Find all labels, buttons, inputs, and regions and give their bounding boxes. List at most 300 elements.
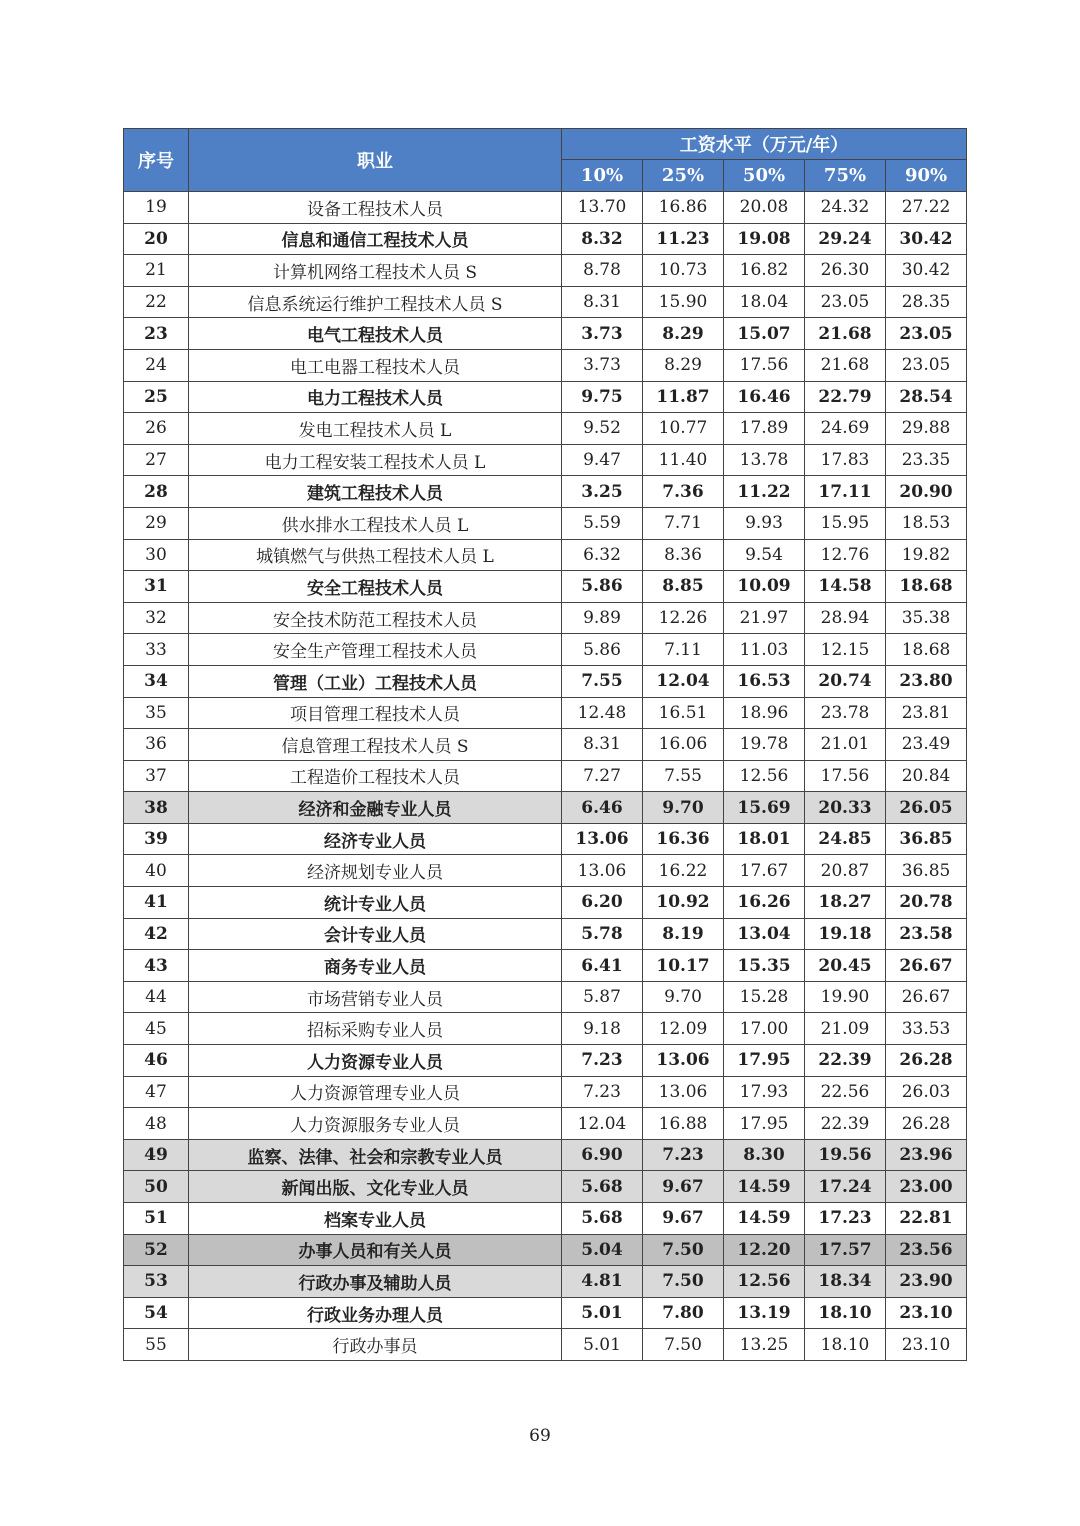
cell-p25: 12.04 — [643, 665, 724, 697]
cell-p25: 8.19 — [643, 918, 724, 950]
cell-p10: 9.18 — [562, 1013, 643, 1045]
cell-p10: 7.27 — [562, 760, 643, 792]
cell-p90: 33.53 — [886, 1013, 967, 1045]
cell-p50: 17.89 — [724, 413, 805, 445]
cell-p75: 24.69 — [805, 413, 886, 445]
cell-p25: 13.06 — [643, 1076, 724, 1108]
cell-p75: 18.10 — [805, 1297, 886, 1329]
table-row — [124, 697, 967, 729]
cell-p25: 16.06 — [643, 729, 724, 761]
cell-p90: 20.84 — [886, 760, 967, 792]
cell-p10: 9.52 — [562, 413, 643, 445]
header-p90: 90% — [886, 160, 967, 192]
cell-occupation: 人力资源专业人员 — [189, 1045, 562, 1077]
table-row — [124, 855, 967, 887]
cell-p50: 21.97 — [724, 602, 805, 634]
cell-index: 24 — [124, 349, 189, 381]
cell-index: 33 — [124, 634, 189, 666]
cell-p50: 18.04 — [724, 286, 805, 318]
cell-index: 46 — [124, 1045, 189, 1077]
cell-p10: 5.87 — [562, 981, 643, 1013]
cell-p50: 12.56 — [724, 760, 805, 792]
cell-p50: 12.56 — [724, 1266, 805, 1298]
cell-p75: 17.11 — [805, 476, 886, 508]
cell-p10: 12.04 — [562, 1108, 643, 1140]
table-row — [124, 665, 967, 697]
cell-p25: 8.36 — [643, 539, 724, 571]
table-row — [124, 286, 967, 318]
cell-occupation: 信息和通信工程技术人员 — [189, 223, 562, 255]
table-row — [124, 1329, 967, 1361]
cell-p75: 22.39 — [805, 1108, 886, 1140]
cell-index: 50 — [124, 1171, 189, 1203]
cell-occupation: 计算机网络工程技术人员 S — [189, 255, 562, 287]
cell-p10: 7.23 — [562, 1076, 643, 1108]
cell-occupation: 安全技术防范工程技术人员 — [189, 602, 562, 634]
cell-p10: 3.25 — [562, 476, 643, 508]
table-row — [124, 413, 967, 445]
cell-occupation: 发电工程技术人员 L — [189, 413, 562, 445]
cell-p50: 18.96 — [724, 697, 805, 729]
cell-p50: 19.78 — [724, 729, 805, 761]
cell-p75: 20.33 — [805, 792, 886, 824]
cell-p25: 7.80 — [643, 1297, 724, 1329]
cell-p25: 7.50 — [643, 1266, 724, 1298]
cell-p50: 14.59 — [724, 1203, 805, 1235]
cell-p50: 15.69 — [724, 792, 805, 824]
cell-occupation: 监察、法律、社会和宗教专业人员 — [189, 1139, 562, 1171]
cell-p75: 20.87 — [805, 855, 886, 887]
cell-p10: 5.59 — [562, 507, 643, 539]
cell-p90: 23.58 — [886, 918, 967, 950]
table-row — [124, 729, 967, 761]
table-row — [124, 602, 967, 634]
cell-occupation: 档案专业人员 — [189, 1203, 562, 1235]
cell-p90: 19.82 — [886, 539, 967, 571]
cell-p75: 22.39 — [805, 1045, 886, 1077]
cell-index: 35 — [124, 697, 189, 729]
cell-p10: 5.78 — [562, 918, 643, 950]
table-row — [124, 1203, 967, 1235]
cell-p75: 21.68 — [805, 349, 886, 381]
header-p25: 25% — [643, 160, 724, 192]
cell-p90: 29.88 — [886, 413, 967, 445]
table-row — [124, 1297, 967, 1329]
cell-p90: 22.81 — [886, 1203, 967, 1235]
cell-occupation: 工程造价工程技术人员 — [189, 760, 562, 792]
cell-p50: 16.26 — [724, 887, 805, 919]
cell-index: 40 — [124, 855, 189, 887]
cell-p50: 15.35 — [724, 950, 805, 982]
cell-p10: 12.48 — [562, 697, 643, 729]
cell-p10: 8.31 — [562, 729, 643, 761]
cell-index: 39 — [124, 823, 189, 855]
table-row — [124, 634, 967, 666]
cell-p25: 8.85 — [643, 571, 724, 603]
cell-index: 21 — [124, 255, 189, 287]
cell-p50: 14.59 — [724, 1171, 805, 1203]
cell-p25: 12.09 — [643, 1013, 724, 1045]
table-row — [124, 887, 967, 919]
cell-p10: 6.32 — [562, 539, 643, 571]
cell-p90: 23.10 — [886, 1297, 967, 1329]
wage-table — [123, 128, 967, 1361]
cell-p50: 18.01 — [724, 823, 805, 855]
cell-occupation: 信息管理工程技术人员 S — [189, 729, 562, 761]
cell-p75: 17.24 — [805, 1171, 886, 1203]
table-row — [124, 1234, 967, 1266]
cell-p75: 24.85 — [805, 823, 886, 855]
table-row — [124, 823, 967, 855]
cell-p10: 5.68 — [562, 1203, 643, 1235]
cell-occupation: 行政业务办理人员 — [189, 1297, 562, 1329]
cell-p75: 24.32 — [805, 192, 886, 224]
cell-index: 29 — [124, 507, 189, 539]
table-row — [124, 1139, 967, 1171]
cell-p25: 7.71 — [643, 507, 724, 539]
cell-p25: 16.22 — [643, 855, 724, 887]
cell-p90: 18.68 — [886, 571, 967, 603]
cell-index: 54 — [124, 1297, 189, 1329]
cell-p25: 9.70 — [643, 792, 724, 824]
cell-p90: 28.54 — [886, 381, 967, 413]
table-row — [124, 571, 967, 603]
cell-p75: 18.10 — [805, 1329, 886, 1361]
cell-p90: 23.49 — [886, 729, 967, 761]
cell-occupation: 经济和金融专业人员 — [189, 792, 562, 824]
cell-p75: 23.05 — [805, 286, 886, 318]
cell-p50: 9.54 — [724, 539, 805, 571]
cell-p10: 5.01 — [562, 1329, 643, 1361]
cell-p90: 36.85 — [886, 855, 967, 887]
cell-p50: 17.95 — [724, 1045, 805, 1077]
cell-index: 19 — [124, 192, 189, 224]
cell-p75: 17.23 — [805, 1203, 886, 1235]
cell-p50: 17.56 — [724, 349, 805, 381]
cell-p25: 7.55 — [643, 760, 724, 792]
cell-p50: 13.04 — [724, 918, 805, 950]
cell-p25: 7.36 — [643, 476, 724, 508]
cell-p25: 7.11 — [643, 634, 724, 666]
cell-p75: 28.94 — [805, 602, 886, 634]
cell-p75: 19.18 — [805, 918, 886, 950]
cell-p75: 20.74 — [805, 665, 886, 697]
cell-p10: 5.68 — [562, 1171, 643, 1203]
cell-p25: 15.90 — [643, 286, 724, 318]
cell-index: 49 — [124, 1139, 189, 1171]
cell-p25: 7.50 — [643, 1234, 724, 1266]
cell-index: 42 — [124, 918, 189, 950]
cell-p50: 15.28 — [724, 981, 805, 1013]
cell-p90: 20.78 — [886, 887, 967, 919]
cell-occupation: 项目管理工程技术人员 — [189, 697, 562, 729]
cell-index: 45 — [124, 1013, 189, 1045]
cell-p90: 26.05 — [886, 792, 967, 824]
cell-p10: 13.70 — [562, 192, 643, 224]
cell-p10: 3.73 — [562, 349, 643, 381]
table-row — [124, 539, 967, 571]
cell-p50: 17.67 — [724, 855, 805, 887]
cell-index: 22 — [124, 286, 189, 318]
header-occupation: 职业 — [189, 129, 562, 192]
cell-p10: 13.06 — [562, 823, 643, 855]
cell-index: 26 — [124, 413, 189, 445]
cell-index: 47 — [124, 1076, 189, 1108]
cell-index: 23 — [124, 318, 189, 350]
table-row — [124, 1171, 967, 1203]
cell-index: 52 — [124, 1234, 189, 1266]
cell-p50: 9.93 — [724, 507, 805, 539]
cell-p10: 5.86 — [562, 571, 643, 603]
cell-p50: 17.00 — [724, 1013, 805, 1045]
cell-p75: 17.56 — [805, 760, 886, 792]
table-row — [124, 760, 967, 792]
cell-p90: 27.22 — [886, 192, 967, 224]
cell-p90: 23.80 — [886, 665, 967, 697]
cell-p25: 7.50 — [643, 1329, 724, 1361]
cell-p75: 22.79 — [805, 381, 886, 413]
cell-p25: 10.77 — [643, 413, 724, 445]
cell-occupation: 行政办事员 — [189, 1329, 562, 1361]
cell-p75: 26.30 — [805, 255, 886, 287]
table-row — [124, 918, 967, 950]
cell-p75: 20.45 — [805, 950, 886, 982]
cell-p75: 18.34 — [805, 1266, 886, 1298]
table-row — [124, 792, 967, 824]
cell-occupation: 经济规划专业人员 — [189, 855, 562, 887]
header-p10: 10% — [562, 160, 643, 192]
cell-p50: 11.03 — [724, 634, 805, 666]
cell-p25: 11.23 — [643, 223, 724, 255]
table-row — [124, 1013, 967, 1045]
table-row — [124, 981, 967, 1013]
cell-p50: 8.30 — [724, 1139, 805, 1171]
cell-occupation: 供水排水工程技术人员 L — [189, 507, 562, 539]
cell-p50: 11.22 — [724, 476, 805, 508]
cell-occupation: 建筑工程技术人员 — [189, 476, 562, 508]
cell-p50: 13.19 — [724, 1297, 805, 1329]
cell-index: 20 — [124, 223, 189, 255]
cell-p75: 12.15 — [805, 634, 886, 666]
cell-p50: 13.25 — [724, 1329, 805, 1361]
cell-p50: 15.07 — [724, 318, 805, 350]
header-index: 序号 — [124, 129, 189, 192]
cell-p75: 29.24 — [805, 223, 886, 255]
cell-p25: 16.36 — [643, 823, 724, 855]
cell-p75: 14.58 — [805, 571, 886, 603]
cell-p25: 11.87 — [643, 381, 724, 413]
cell-p90: 30.42 — [886, 255, 967, 287]
cell-p25: 9.67 — [643, 1171, 724, 1203]
cell-p90: 23.96 — [886, 1139, 967, 1171]
cell-index: 55 — [124, 1329, 189, 1361]
table-row — [124, 381, 967, 413]
cell-index: 27 — [124, 444, 189, 476]
header-wage-group: 工资水平（万元/年） — [562, 129, 967, 160]
cell-occupation: 电气工程技术人员 — [189, 318, 562, 350]
cell-p25: 13.06 — [643, 1045, 724, 1077]
cell-occupation: 电力工程安装工程技术人员 L — [189, 444, 562, 476]
cell-p90: 18.68 — [886, 634, 967, 666]
cell-occupation: 经济专业人员 — [189, 823, 562, 855]
cell-p90: 35.38 — [886, 602, 967, 634]
cell-occupation: 商务专业人员 — [189, 950, 562, 982]
cell-p25: 8.29 — [643, 318, 724, 350]
cell-p10: 7.23 — [562, 1045, 643, 1077]
cell-p90: 23.05 — [886, 318, 967, 350]
cell-p75: 19.90 — [805, 981, 886, 1013]
cell-index: 48 — [124, 1108, 189, 1140]
cell-p90: 23.35 — [886, 444, 967, 476]
cell-occupation: 行政办事及辅助人员 — [189, 1266, 562, 1298]
cell-occupation: 管理（工业）工程技术人员 — [189, 665, 562, 697]
cell-p90: 30.42 — [886, 223, 967, 255]
cell-occupation: 电力工程技术人员 — [189, 381, 562, 413]
cell-p10: 3.73 — [562, 318, 643, 350]
cell-p10: 9.89 — [562, 602, 643, 634]
cell-p75: 23.78 — [805, 697, 886, 729]
cell-index: 28 — [124, 476, 189, 508]
cell-index: 44 — [124, 981, 189, 1013]
table-row — [124, 349, 967, 381]
cell-p50: 19.08 — [724, 223, 805, 255]
cell-p90: 23.90 — [886, 1266, 967, 1298]
cell-p50: 10.09 — [724, 571, 805, 603]
table-header — [124, 129, 967, 192]
cell-p75: 22.56 — [805, 1076, 886, 1108]
cell-p90: 26.67 — [886, 950, 967, 982]
cell-p10: 13.06 — [562, 855, 643, 887]
cell-p10: 6.20 — [562, 887, 643, 919]
cell-p90: 26.28 — [886, 1108, 967, 1140]
cell-p50: 16.46 — [724, 381, 805, 413]
cell-p10: 8.31 — [562, 286, 643, 318]
table-body — [124, 192, 967, 1361]
cell-p90: 26.03 — [886, 1076, 967, 1108]
cell-p25: 8.29 — [643, 349, 724, 381]
cell-p50: 13.78 — [724, 444, 805, 476]
cell-p75: 18.27 — [805, 887, 886, 919]
cell-occupation: 设备工程技术人员 — [189, 192, 562, 224]
cell-p90: 23.00 — [886, 1171, 967, 1203]
cell-occupation: 人力资源管理专业人员 — [189, 1076, 562, 1108]
cell-p10: 5.86 — [562, 634, 643, 666]
cell-p10: 6.41 — [562, 950, 643, 982]
cell-occupation: 城镇燃气与供热工程技术人员 L — [189, 539, 562, 571]
table-row — [124, 192, 967, 224]
cell-index: 37 — [124, 760, 189, 792]
cell-p75: 21.68 — [805, 318, 886, 350]
table-row — [124, 1108, 967, 1140]
cell-p25: 12.26 — [643, 602, 724, 634]
table-row — [124, 476, 967, 508]
cell-p90: 23.56 — [886, 1234, 967, 1266]
cell-index: 31 — [124, 571, 189, 603]
cell-p75: 21.01 — [805, 729, 886, 761]
cell-index: 53 — [124, 1266, 189, 1298]
cell-p10: 7.55 — [562, 665, 643, 697]
cell-p90: 23.10 — [886, 1329, 967, 1361]
page-number: 69 — [529, 1426, 551, 1446]
table-row — [124, 1266, 967, 1298]
cell-p75: 21.09 — [805, 1013, 886, 1045]
cell-p90: 36.85 — [886, 823, 967, 855]
cell-p90: 23.81 — [886, 697, 967, 729]
cell-p90: 18.53 — [886, 507, 967, 539]
header-p50: 50% — [724, 160, 805, 192]
cell-occupation: 市场营销专业人员 — [189, 981, 562, 1013]
cell-p25: 11.40 — [643, 444, 724, 476]
cell-index: 51 — [124, 1203, 189, 1235]
cell-index: 41 — [124, 887, 189, 919]
cell-p25: 9.67 — [643, 1203, 724, 1235]
cell-index: 36 — [124, 729, 189, 761]
cell-index: 38 — [124, 792, 189, 824]
cell-occupation: 电工电器工程技术人员 — [189, 349, 562, 381]
cell-occupation: 办事人员和有关人员 — [189, 1234, 562, 1266]
cell-p10: 9.47 — [562, 444, 643, 476]
table-row — [124, 1045, 967, 1077]
cell-p10: 9.75 — [562, 381, 643, 413]
cell-p90: 26.67 — [886, 981, 967, 1013]
cell-index: 32 — [124, 602, 189, 634]
cell-p50: 16.82 — [724, 255, 805, 287]
cell-p25: 16.86 — [643, 192, 724, 224]
cell-occupation: 招标采购专业人员 — [189, 1013, 562, 1045]
cell-p75: 17.83 — [805, 444, 886, 476]
cell-p25: 16.88 — [643, 1108, 724, 1140]
table-row — [124, 223, 967, 255]
cell-p50: 17.93 — [724, 1076, 805, 1108]
cell-p75: 19.56 — [805, 1139, 886, 1171]
cell-p10: 6.90 — [562, 1139, 643, 1171]
cell-index: 30 — [124, 539, 189, 571]
cell-p90: 28.35 — [886, 286, 967, 318]
cell-p10: 5.01 — [562, 1297, 643, 1329]
cell-p10: 8.32 — [562, 223, 643, 255]
cell-index: 34 — [124, 665, 189, 697]
cell-p50: 16.53 — [724, 665, 805, 697]
cell-p90: 26.28 — [886, 1045, 967, 1077]
table-row — [124, 950, 967, 982]
cell-p25: 9.70 — [643, 981, 724, 1013]
cell-p75: 15.95 — [805, 507, 886, 539]
cell-p90: 20.90 — [886, 476, 967, 508]
cell-occupation: 会计专业人员 — [189, 918, 562, 950]
cell-occupation: 人力资源服务专业人员 — [189, 1108, 562, 1140]
cell-occupation: 安全工程技术人员 — [189, 571, 562, 603]
cell-occupation: 新闻出版、文化专业人员 — [189, 1171, 562, 1203]
cell-p10: 4.81 — [562, 1266, 643, 1298]
cell-p25: 10.73 — [643, 255, 724, 287]
cell-p10: 6.46 — [562, 792, 643, 824]
cell-p90: 23.05 — [886, 349, 967, 381]
cell-p50: 12.20 — [724, 1234, 805, 1266]
cell-p25: 10.17 — [643, 950, 724, 982]
table-row — [124, 255, 967, 287]
table-row — [124, 318, 967, 350]
cell-p25: 7.23 — [643, 1139, 724, 1171]
cell-p10: 5.04 — [562, 1234, 643, 1266]
table-row — [124, 444, 967, 476]
cell-p50: 17.95 — [724, 1108, 805, 1140]
cell-occupation: 安全生产管理工程技术人员 — [189, 634, 562, 666]
cell-p25: 10.92 — [643, 887, 724, 919]
wage-table-container — [123, 128, 966, 1361]
cell-p50: 20.08 — [724, 192, 805, 224]
cell-p10: 8.78 — [562, 255, 643, 287]
cell-index: 43 — [124, 950, 189, 982]
